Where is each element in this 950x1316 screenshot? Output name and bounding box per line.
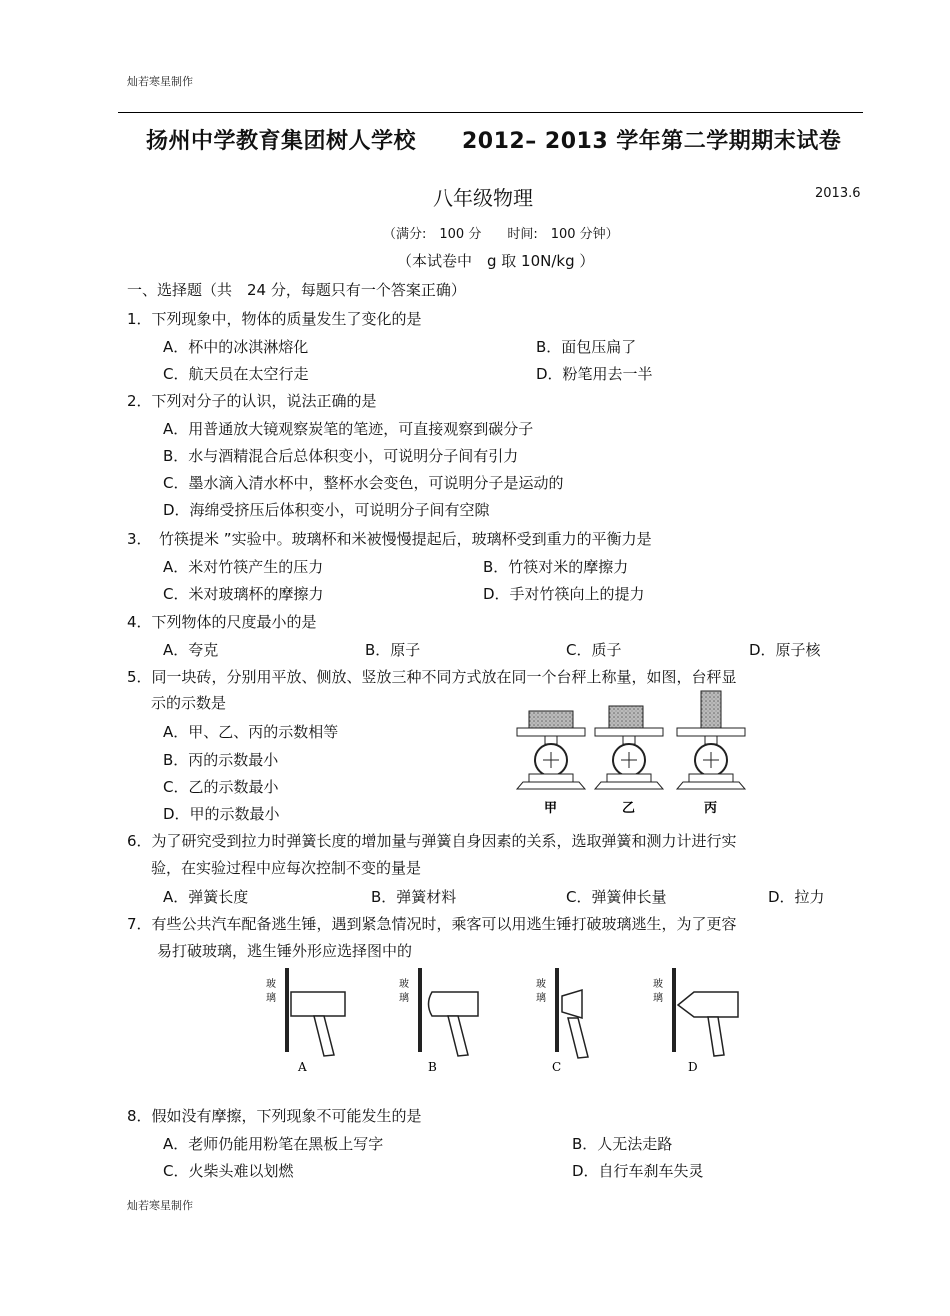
hammer-head-round-icon — [429, 992, 479, 1016]
question-1-option-d: D．粉笔用去一半 — [536, 365, 653, 383]
question-4-option-d: D．原子核 — [749, 641, 821, 659]
scale-yi — [595, 706, 663, 789]
question-1-option-b: B．面包压扁了 — [536, 338, 637, 356]
svg-text:璃: 璃 — [536, 993, 546, 1004]
scales-figure — [505, 688, 765, 818]
question-6-stem: 6．为了研究受到拉力时弹簧长度的增加量与弹簧自身因素的关系，选取弹簧和测力计进行实 — [127, 832, 737, 850]
footer-note: 灿若寒星制作 — [127, 1199, 193, 1212]
exam-subtitle: 八年级物理 — [433, 186, 533, 210]
section-heading: 一、选择题（共 24 分，每题只有一个答案正确） — [127, 281, 466, 299]
hammer-head-flat-icon — [291, 992, 345, 1016]
hammer-label-a: A — [298, 1060, 307, 1074]
header-rule — [118, 112, 863, 113]
question-6-stem-cont: 验，在实验过程中应每次控制不变的量是 — [151, 859, 422, 877]
scale-label-yi: 乙 — [622, 801, 636, 816]
question-6-option-a: A．弹簧长度 — [163, 888, 249, 906]
hammer-c — [536, 968, 588, 1058]
brick-flat-icon — [529, 711, 573, 728]
hammer-b — [399, 968, 478, 1056]
scoring-info: （满分: 100 分 时间: 100 分钟） — [383, 227, 619, 242]
question-6-option-b: B．弹簧材料 — [371, 888, 457, 906]
question-1-stem: 1．下列现象中，物体的质量发生了变化的是 — [127, 310, 422, 328]
question-3-option-d: D．手对竹筷向上的提力 — [483, 585, 645, 603]
question-6-option-d: D．拉力 — [768, 888, 825, 906]
scale-bing — [677, 691, 745, 789]
question-5-option-b: B．丙的示数最小 — [163, 751, 279, 769]
question-8-option-b: B．人无法走路 — [572, 1135, 673, 1153]
question-7-stem-cont: 易打破玻璃，逃生锤外形应选择图中的 — [157, 942, 413, 960]
scale-label-jia: 甲 — [544, 801, 558, 816]
question-3-stem: 3． 竹筷提米 ”实验中。玻璃杯和米被慢慢提起后，玻璃杯受到重力的平衡力是 — [127, 530, 652, 548]
scale-label-bing: 丙 — [704, 801, 718, 816]
question-7-stem: 7．有些公共汽车配备逃生锤，遇到紧急情况时，乘客可以用逃生锤打破玻璃逃生，为了更容 — [127, 915, 737, 933]
hammer-head-pointed-icon — [678, 992, 738, 1017]
hammer-d — [653, 968, 738, 1056]
header-note: 灿若寒星制作 — [127, 75, 193, 88]
question-4-stem: 4．下列物体的尺度最小的是 — [127, 613, 317, 631]
question-3-option-b: B．竹筷对米的摩擦力 — [483, 558, 629, 576]
svg-text:璃: 璃 — [266, 993, 276, 1004]
question-5-option-d: D．甲的示数最小 — [163, 805, 280, 823]
question-5-option-a: A．甲、乙、丙的示数相等 — [163, 723, 339, 741]
question-4-option-a: A．夸克 — [163, 641, 219, 659]
question-4-option-c: C．质子 — [566, 641, 622, 659]
question-2-stem: 2．下列对分子的认识，说法正确的是 — [127, 392, 377, 410]
hammer-label-d: D — [688, 1060, 698, 1074]
exam-title: 扬州中学教育集团树人学校 — [146, 129, 417, 154]
question-4-option-b: B．原子 — [365, 641, 421, 659]
svg-text:璃: 璃 — [399, 993, 409, 1004]
glass-pane-icon — [555, 968, 559, 1052]
svg-text:玻: 玻 — [536, 979, 546, 990]
question-5-stem-cont: 示的示数是 — [151, 694, 227, 712]
question-1-option-c: C．航天员在太空行走 — [163, 365, 309, 383]
question-8-stem: 8．假如没有摩擦，下列现象不可能发生的是 — [127, 1107, 422, 1125]
exam-date: 2013.6 — [815, 186, 861, 201]
scale-jia — [517, 711, 585, 789]
question-2-option-a: A．用普通放大镜观察炭笔的笔迹，可直接观察到碳分子 — [163, 420, 534, 438]
question-1-option-a: A．杯中的冰淇淋熔化 — [163, 338, 309, 356]
question-8-option-a: A．老师仍能用粉笔在黑板上写字 — [163, 1135, 384, 1153]
question-2-option-c: C．墨水滴入清水杯中，整杯水会变色，可说明分子是运动的 — [163, 474, 564, 492]
glass-pane-icon — [285, 968, 289, 1052]
question-3-option-c: C．米对玻璃杯的摩擦力 — [163, 585, 324, 603]
svg-text:玻: 玻 — [266, 979, 276, 990]
question-6-option-c: C．弹簧伸长量 — [566, 888, 667, 906]
hammers-figure — [260, 965, 750, 1080]
question-3-option-a: A．米对竹筷产生的压力 — [163, 558, 324, 576]
question-8-option-c: C．火柴头难以划燃 — [163, 1162, 294, 1180]
hammer-label-c: C — [552, 1060, 562, 1074]
question-5-option-c: C．乙的示数最小 — [163, 778, 279, 796]
hammer-a — [266, 968, 345, 1056]
svg-text:玻: 玻 — [653, 979, 663, 990]
glass-pane-icon — [672, 968, 676, 1052]
glass-pane-icon — [418, 968, 422, 1052]
constant-note: （本试卷中 g 取 10N/kg ） — [397, 252, 595, 270]
brick-side-icon — [609, 706, 643, 728]
question-2-option-d: D．海绵受挤压后体积变小，可说明分子间有空隙 — [163, 501, 490, 519]
question-5-stem: 5．同一块砖，分别用平放、侧放、竖放三种不同方式放在同一个台秤上称量，如图，台秤显 — [127, 668, 737, 686]
svg-text:玻: 玻 — [399, 979, 409, 990]
exam-title-year: 2012– 2013 学年第二学期期末试卷 — [462, 129, 842, 154]
hammer-head-taper-icon — [562, 990, 582, 1018]
question-8-option-d: D．自行车刹车失灵 — [572, 1162, 704, 1180]
question-2-option-b: B．水与酒精混合后总体积变小，可说明分子间有引力 — [163, 447, 519, 465]
brick-upright-icon — [701, 691, 721, 728]
svg-text:璃: 璃 — [653, 993, 663, 1004]
hammer-label-b: B — [428, 1060, 437, 1074]
